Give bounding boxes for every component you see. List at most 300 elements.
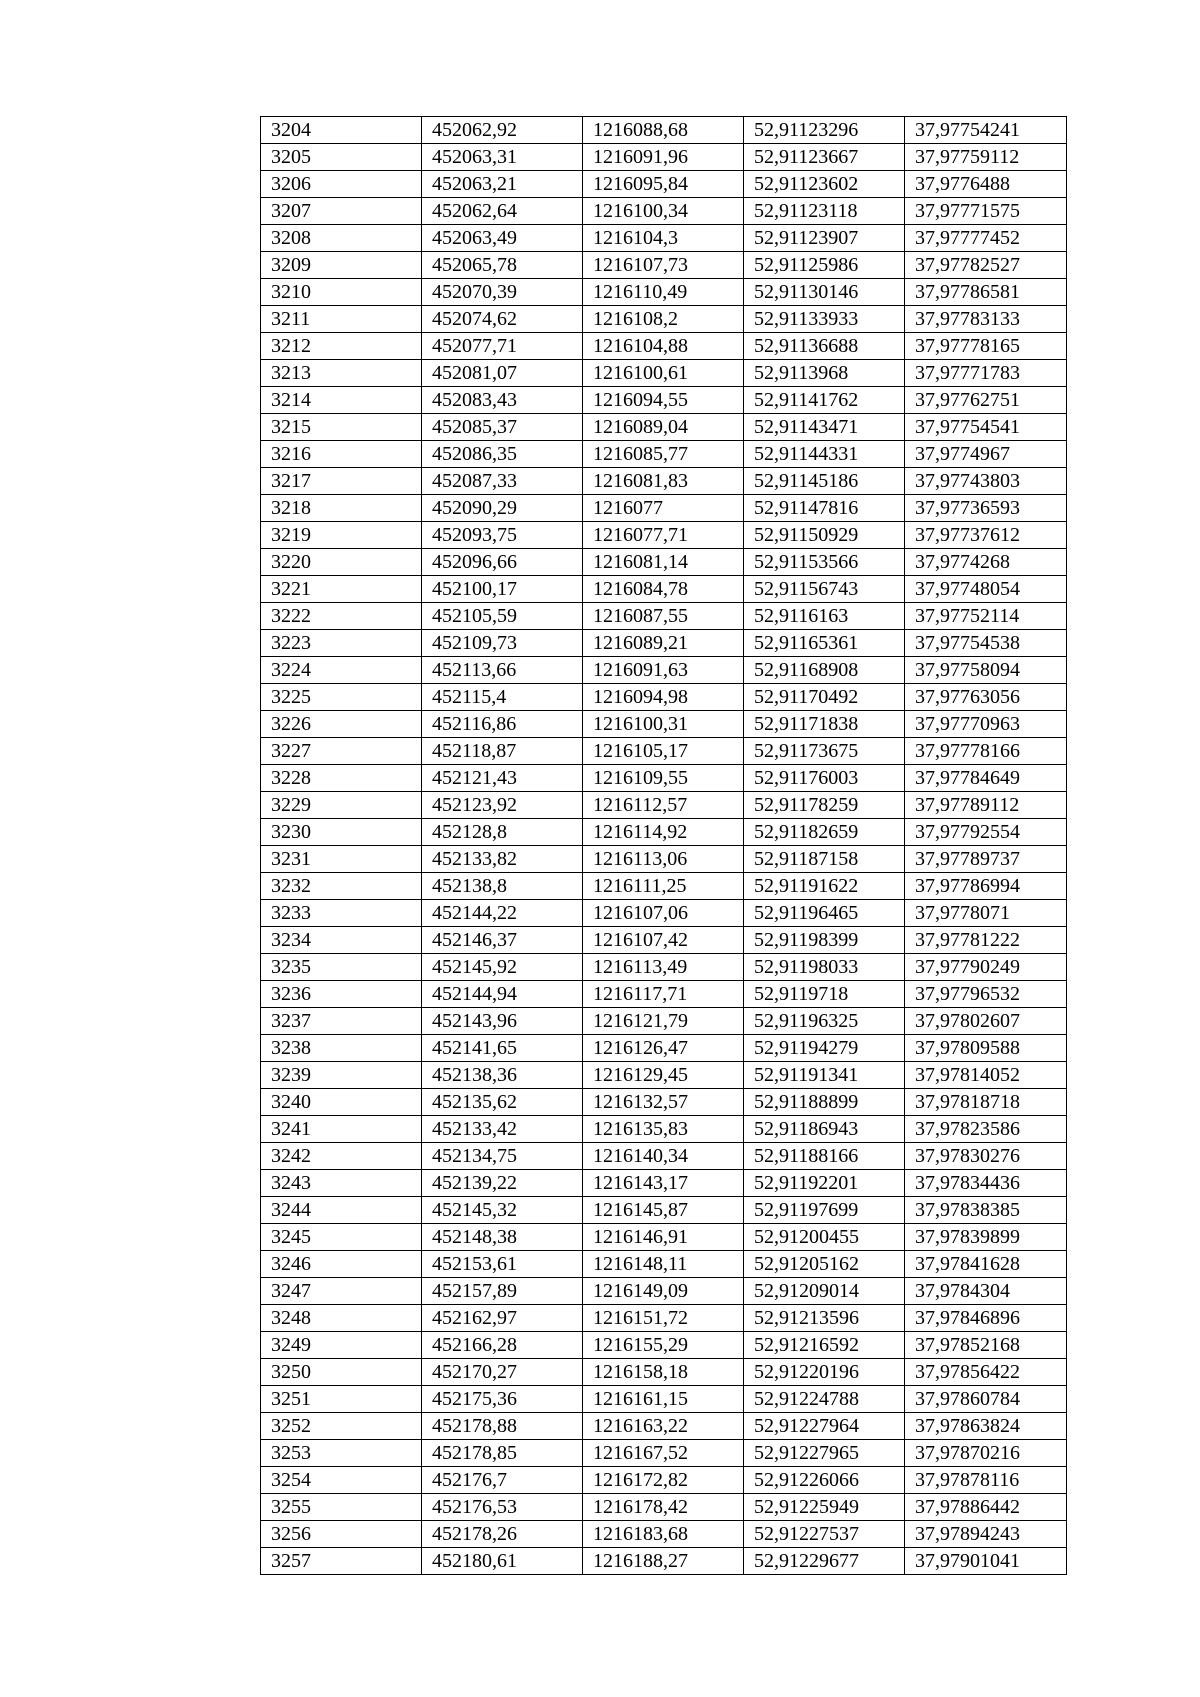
point-number-cell: 3214 (261, 387, 422, 414)
longitude-cell: 37,97763056 (905, 684, 1067, 711)
y-coordinate-cell: 1216081,83 (583, 468, 744, 495)
longitude-cell: 37,97758094 (905, 657, 1067, 684)
latitude-cell: 52,91186943 (744, 1116, 905, 1143)
point-number-cell: 3216 (261, 441, 422, 468)
y-coordinate-cell: 1216100,31 (583, 711, 744, 738)
y-coordinate-cell: 1216188,27 (583, 1548, 744, 1575)
x-coordinate-cell: 452166,28 (422, 1332, 583, 1359)
y-coordinate-cell: 1216146,91 (583, 1224, 744, 1251)
y-coordinate-cell: 1216077,71 (583, 522, 744, 549)
x-coordinate-cell: 452062,64 (422, 198, 583, 225)
y-coordinate-cell: 1216158,18 (583, 1359, 744, 1386)
longitude-cell: 37,97886442 (905, 1494, 1067, 1521)
point-number-cell: 3215 (261, 414, 422, 441)
table-row (261, 1224, 1067, 1251)
x-coordinate-cell: 452105,59 (422, 603, 583, 630)
longitude-cell: 37,97796532 (905, 981, 1067, 1008)
latitude-cell: 52,9113968 (744, 360, 905, 387)
latitude-cell: 52,91187158 (744, 846, 905, 873)
x-coordinate-cell: 452128,8 (422, 819, 583, 846)
longitude-cell: 37,97846896 (905, 1305, 1067, 1332)
table-row (261, 144, 1067, 171)
point-number-cell: 3210 (261, 279, 422, 306)
longitude-cell: 37,97818718 (905, 1089, 1067, 1116)
x-coordinate-cell: 452123,92 (422, 792, 583, 819)
table-row (261, 549, 1067, 576)
y-coordinate-cell: 1216094,55 (583, 387, 744, 414)
x-coordinate-cell: 452118,87 (422, 738, 583, 765)
table-row (261, 603, 1067, 630)
y-coordinate-cell: 1216089,04 (583, 414, 744, 441)
y-coordinate-cell: 1216145,87 (583, 1197, 744, 1224)
point-number-cell: 3245 (261, 1224, 422, 1251)
latitude-cell: 52,91196465 (744, 900, 905, 927)
table-row (261, 1116, 1067, 1143)
point-number-cell: 3207 (261, 198, 422, 225)
y-coordinate-cell: 1216113,06 (583, 846, 744, 873)
longitude-cell: 37,9774967 (905, 441, 1067, 468)
x-coordinate-cell: 452109,73 (422, 630, 583, 657)
latitude-cell: 52,91136688 (744, 333, 905, 360)
point-number-cell: 3234 (261, 927, 422, 954)
latitude-cell: 52,91197699 (744, 1197, 905, 1224)
y-coordinate-cell: 1216135,83 (583, 1116, 744, 1143)
longitude-cell: 37,97748054 (905, 576, 1067, 603)
latitude-cell: 52,91205162 (744, 1251, 905, 1278)
x-coordinate-cell: 452096,66 (422, 549, 583, 576)
point-number-cell: 3237 (261, 1008, 422, 1035)
y-coordinate-cell: 1216132,57 (583, 1089, 744, 1116)
point-number-cell: 3232 (261, 873, 422, 900)
y-coordinate-cell: 1216091,96 (583, 144, 744, 171)
longitude-cell: 37,97790249 (905, 954, 1067, 981)
latitude-cell: 52,91226066 (744, 1467, 905, 1494)
table-row (261, 954, 1067, 981)
longitude-cell: 37,97781222 (905, 927, 1067, 954)
latitude-cell: 52,91145186 (744, 468, 905, 495)
point-number-cell: 3251 (261, 1386, 422, 1413)
latitude-cell: 52,91156743 (744, 576, 905, 603)
y-coordinate-cell: 1216108,2 (583, 306, 744, 333)
longitude-cell: 37,97901041 (905, 1548, 1067, 1575)
x-coordinate-cell: 452121,43 (422, 765, 583, 792)
x-coordinate-cell: 452065,78 (422, 252, 583, 279)
latitude-cell: 52,91141762 (744, 387, 905, 414)
x-coordinate-cell: 452145,92 (422, 954, 583, 981)
point-number-cell: 3255 (261, 1494, 422, 1521)
y-coordinate-cell: 1216105,17 (583, 738, 744, 765)
x-coordinate-cell: 452077,71 (422, 333, 583, 360)
latitude-cell: 52,91123118 (744, 198, 905, 225)
latitude-cell: 52,91173675 (744, 738, 905, 765)
point-number-cell: 3240 (261, 1089, 422, 1116)
latitude-cell: 52,91213596 (744, 1305, 905, 1332)
point-number-cell: 3248 (261, 1305, 422, 1332)
table-row (261, 333, 1067, 360)
table-row (261, 1521, 1067, 1548)
y-coordinate-cell: 1216107,42 (583, 927, 744, 954)
longitude-cell: 37,97754241 (905, 117, 1067, 144)
latitude-cell: 52,91196325 (744, 1008, 905, 1035)
longitude-cell: 37,97802607 (905, 1008, 1067, 1035)
coordinates-table-body (261, 117, 1067, 1575)
table-row (261, 171, 1067, 198)
table-row (261, 1143, 1067, 1170)
longitude-cell: 37,97783133 (905, 306, 1067, 333)
point-number-cell: 3211 (261, 306, 422, 333)
point-number-cell: 3229 (261, 792, 422, 819)
latitude-cell: 52,91133933 (744, 306, 905, 333)
table-row (261, 792, 1067, 819)
longitude-cell: 37,97809588 (905, 1035, 1067, 1062)
latitude-cell: 52,91188166 (744, 1143, 905, 1170)
x-coordinate-cell: 452157,89 (422, 1278, 583, 1305)
latitude-cell: 52,91216592 (744, 1332, 905, 1359)
latitude-cell: 52,91123296 (744, 117, 905, 144)
longitude-cell: 37,97737612 (905, 522, 1067, 549)
table-row (261, 1062, 1067, 1089)
x-coordinate-cell: 452144,22 (422, 900, 583, 927)
point-number-cell: 3225 (261, 684, 422, 711)
latitude-cell: 52,91170492 (744, 684, 905, 711)
longitude-cell: 37,97771575 (905, 198, 1067, 225)
latitude-cell: 52,91220196 (744, 1359, 905, 1386)
longitude-cell: 37,97778166 (905, 738, 1067, 765)
table-row (261, 1332, 1067, 1359)
latitude-cell: 52,91176003 (744, 765, 905, 792)
longitude-cell: 37,97743803 (905, 468, 1067, 495)
y-coordinate-cell: 1216111,25 (583, 873, 744, 900)
point-number-cell: 3217 (261, 468, 422, 495)
x-coordinate-cell: 452135,62 (422, 1089, 583, 1116)
coordinates-table (260, 116, 1067, 1575)
longitude-cell: 37,97860784 (905, 1386, 1067, 1413)
point-number-cell: 3239 (261, 1062, 422, 1089)
x-coordinate-cell: 452153,61 (422, 1251, 583, 1278)
y-coordinate-cell: 1216163,22 (583, 1413, 744, 1440)
longitude-cell: 37,97754541 (905, 414, 1067, 441)
x-coordinate-cell: 452063,31 (422, 144, 583, 171)
table-row (261, 1305, 1067, 1332)
longitude-cell: 37,9784304 (905, 1278, 1067, 1305)
table-row (261, 738, 1067, 765)
latitude-cell: 52,9119718 (744, 981, 905, 1008)
latitude-cell: 52,91153566 (744, 549, 905, 576)
latitude-cell: 52,91192201 (744, 1170, 905, 1197)
point-number-cell: 3250 (261, 1359, 422, 1386)
table-row (261, 522, 1067, 549)
longitude-cell: 37,97782527 (905, 252, 1067, 279)
longitude-cell: 37,97770963 (905, 711, 1067, 738)
y-coordinate-cell: 1216121,79 (583, 1008, 744, 1035)
y-coordinate-cell: 1216126,47 (583, 1035, 744, 1062)
x-coordinate-cell: 452178,26 (422, 1521, 583, 1548)
latitude-cell: 52,91125986 (744, 252, 905, 279)
longitude-cell: 37,97870216 (905, 1440, 1067, 1467)
y-coordinate-cell: 1216081,14 (583, 549, 744, 576)
longitude-cell: 37,97778165 (905, 333, 1067, 360)
y-coordinate-cell: 1216161,15 (583, 1386, 744, 1413)
table-row (261, 252, 1067, 279)
x-coordinate-cell: 452178,85 (422, 1440, 583, 1467)
x-coordinate-cell: 452148,38 (422, 1224, 583, 1251)
longitude-cell: 37,97789737 (905, 846, 1067, 873)
y-coordinate-cell: 1216172,82 (583, 1467, 744, 1494)
longitude-cell: 37,97841628 (905, 1251, 1067, 1278)
x-coordinate-cell: 452162,97 (422, 1305, 583, 1332)
point-number-cell: 3257 (261, 1548, 422, 1575)
latitude-cell: 52,91191622 (744, 873, 905, 900)
y-coordinate-cell: 1216129,45 (583, 1062, 744, 1089)
latitude-cell: 52,91168908 (744, 657, 905, 684)
y-coordinate-cell: 1216107,06 (583, 900, 744, 927)
y-coordinate-cell: 1216109,55 (583, 765, 744, 792)
latitude-cell: 52,91224788 (744, 1386, 905, 1413)
x-coordinate-cell: 452093,75 (422, 522, 583, 549)
latitude-cell: 52,91209014 (744, 1278, 905, 1305)
y-coordinate-cell: 1216114,92 (583, 819, 744, 846)
longitude-cell: 37,97863824 (905, 1413, 1067, 1440)
point-number-cell: 3242 (261, 1143, 422, 1170)
table-row (261, 117, 1067, 144)
y-coordinate-cell: 1216104,88 (583, 333, 744, 360)
latitude-cell: 52,91123602 (744, 171, 905, 198)
y-coordinate-cell: 1216110,49 (583, 279, 744, 306)
x-coordinate-cell: 452133,82 (422, 846, 583, 873)
table-row (261, 1440, 1067, 1467)
table-row (261, 1413, 1067, 1440)
longitude-cell: 37,97894243 (905, 1521, 1067, 1548)
latitude-cell: 52,91200455 (744, 1224, 905, 1251)
point-number-cell: 3204 (261, 117, 422, 144)
x-coordinate-cell: 452134,75 (422, 1143, 583, 1170)
latitude-cell: 52,9116163 (744, 603, 905, 630)
longitude-cell: 37,97786581 (905, 279, 1067, 306)
y-coordinate-cell: 1216095,84 (583, 171, 744, 198)
y-coordinate-cell: 1216117,71 (583, 981, 744, 1008)
table-row (261, 873, 1067, 900)
point-number-cell: 3231 (261, 846, 422, 873)
point-number-cell: 3236 (261, 981, 422, 1008)
table-row (261, 900, 1067, 927)
point-number-cell: 3226 (261, 711, 422, 738)
y-coordinate-cell: 1216077 (583, 495, 744, 522)
y-coordinate-cell: 1216094,98 (583, 684, 744, 711)
x-coordinate-cell: 452100,17 (422, 576, 583, 603)
latitude-cell: 52,91178259 (744, 792, 905, 819)
table-row (261, 630, 1067, 657)
y-coordinate-cell: 1216104,3 (583, 225, 744, 252)
point-number-cell: 3238 (261, 1035, 422, 1062)
table-row (261, 495, 1067, 522)
table-row (261, 981, 1067, 1008)
table-row (261, 927, 1067, 954)
y-coordinate-cell: 1216091,63 (583, 657, 744, 684)
point-number-cell: 3206 (261, 171, 422, 198)
y-coordinate-cell: 1216143,17 (583, 1170, 744, 1197)
table-row (261, 1197, 1067, 1224)
latitude-cell: 52,91194279 (744, 1035, 905, 1062)
longitude-cell: 37,97777452 (905, 225, 1067, 252)
point-number-cell: 3221 (261, 576, 422, 603)
table-row (261, 225, 1067, 252)
x-coordinate-cell: 452086,35 (422, 441, 583, 468)
table-row (261, 306, 1067, 333)
x-coordinate-cell: 452070,39 (422, 279, 583, 306)
point-number-cell: 3230 (261, 819, 422, 846)
latitude-cell: 52,91123907 (744, 225, 905, 252)
x-coordinate-cell: 452085,37 (422, 414, 583, 441)
table-row (261, 1278, 1067, 1305)
point-number-cell: 3224 (261, 657, 422, 684)
longitude-cell: 37,97878116 (905, 1467, 1067, 1494)
longitude-cell: 37,97771783 (905, 360, 1067, 387)
longitude-cell: 37,97789112 (905, 792, 1067, 819)
point-number-cell: 3241 (261, 1116, 422, 1143)
table-row (261, 414, 1067, 441)
y-coordinate-cell: 1216155,29 (583, 1332, 744, 1359)
latitude-cell: 52,91227965 (744, 1440, 905, 1467)
latitude-cell: 52,91225949 (744, 1494, 905, 1521)
latitude-cell: 52,91143471 (744, 414, 905, 441)
latitude-cell: 52,91198033 (744, 954, 905, 981)
y-coordinate-cell: 1216148,11 (583, 1251, 744, 1278)
latitude-cell: 52,91188899 (744, 1089, 905, 1116)
latitude-cell: 52,91227964 (744, 1413, 905, 1440)
latitude-cell: 52,91198399 (744, 927, 905, 954)
point-number-cell: 3209 (261, 252, 422, 279)
table-row (261, 198, 1067, 225)
longitude-cell: 37,97759112 (905, 144, 1067, 171)
point-number-cell: 3219 (261, 522, 422, 549)
x-coordinate-cell: 452139,22 (422, 1170, 583, 1197)
y-coordinate-cell: 1216112,57 (583, 792, 744, 819)
x-coordinate-cell: 452087,33 (422, 468, 583, 495)
table-row (261, 279, 1067, 306)
longitude-cell: 37,97792554 (905, 819, 1067, 846)
table-row (261, 1251, 1067, 1278)
x-coordinate-cell: 452113,66 (422, 657, 583, 684)
x-coordinate-cell: 452081,07 (422, 360, 583, 387)
longitude-cell: 37,97852168 (905, 1332, 1067, 1359)
point-number-cell: 3205 (261, 144, 422, 171)
y-coordinate-cell: 1216087,55 (583, 603, 744, 630)
table-row (261, 1467, 1067, 1494)
longitude-cell: 37,97838385 (905, 1197, 1067, 1224)
latitude-cell: 52,91229677 (744, 1548, 905, 1575)
y-coordinate-cell: 1216089,21 (583, 630, 744, 657)
point-number-cell: 3247 (261, 1278, 422, 1305)
point-number-cell: 3233 (261, 900, 422, 927)
table-row (261, 441, 1067, 468)
longitude-cell: 37,97784649 (905, 765, 1067, 792)
x-coordinate-cell: 452176,53 (422, 1494, 583, 1521)
table-row (261, 1008, 1067, 1035)
latitude-cell: 52,91144331 (744, 441, 905, 468)
y-coordinate-cell: 1216100,61 (583, 360, 744, 387)
x-coordinate-cell: 452175,36 (422, 1386, 583, 1413)
y-coordinate-cell: 1216100,34 (583, 198, 744, 225)
point-number-cell: 3244 (261, 1197, 422, 1224)
latitude-cell: 52,91171838 (744, 711, 905, 738)
x-coordinate-cell: 452178,88 (422, 1413, 583, 1440)
point-number-cell: 3254 (261, 1467, 422, 1494)
latitude-cell: 52,91150929 (744, 522, 905, 549)
x-coordinate-cell: 452074,62 (422, 306, 583, 333)
point-number-cell: 3256 (261, 1521, 422, 1548)
point-number-cell: 3212 (261, 333, 422, 360)
longitude-cell: 37,9774268 (905, 549, 1067, 576)
longitude-cell: 37,97786994 (905, 873, 1067, 900)
x-coordinate-cell: 452141,65 (422, 1035, 583, 1062)
table-row (261, 387, 1067, 414)
x-coordinate-cell: 452143,96 (422, 1008, 583, 1035)
table-row (261, 360, 1067, 387)
table-row (261, 1089, 1067, 1116)
point-number-cell: 3227 (261, 738, 422, 765)
y-coordinate-cell: 1216178,42 (583, 1494, 744, 1521)
y-coordinate-cell: 1216183,68 (583, 1521, 744, 1548)
y-coordinate-cell: 1216113,49 (583, 954, 744, 981)
latitude-cell: 52,91165361 (744, 630, 905, 657)
x-coordinate-cell: 452090,29 (422, 495, 583, 522)
x-coordinate-cell: 452062,92 (422, 117, 583, 144)
table-row (261, 819, 1067, 846)
longitude-cell: 37,97839899 (905, 1224, 1067, 1251)
table-row (261, 1035, 1067, 1062)
latitude-cell: 52,91182659 (744, 819, 905, 846)
y-coordinate-cell: 1216140,34 (583, 1143, 744, 1170)
point-number-cell: 3235 (261, 954, 422, 981)
point-number-cell: 3253 (261, 1440, 422, 1467)
y-coordinate-cell: 1216149,09 (583, 1278, 744, 1305)
y-coordinate-cell: 1216167,52 (583, 1440, 744, 1467)
x-coordinate-cell: 452145,32 (422, 1197, 583, 1224)
table-row (261, 765, 1067, 792)
y-coordinate-cell: 1216088,68 (583, 117, 744, 144)
x-coordinate-cell: 452116,86 (422, 711, 583, 738)
x-coordinate-cell: 452144,94 (422, 981, 583, 1008)
point-number-cell: 3246 (261, 1251, 422, 1278)
y-coordinate-cell: 1216085,77 (583, 441, 744, 468)
x-coordinate-cell: 452176,7 (422, 1467, 583, 1494)
x-coordinate-cell: 452115,4 (422, 684, 583, 711)
latitude-cell: 52,91227537 (744, 1521, 905, 1548)
table-row (261, 1494, 1067, 1521)
x-coordinate-cell: 452133,42 (422, 1116, 583, 1143)
x-coordinate-cell: 452063,49 (422, 225, 583, 252)
table-row (261, 711, 1067, 738)
table-row (261, 468, 1067, 495)
y-coordinate-cell: 1216107,73 (583, 252, 744, 279)
latitude-cell: 52,91191341 (744, 1062, 905, 1089)
longitude-cell: 37,97830276 (905, 1143, 1067, 1170)
point-number-cell: 3243 (261, 1170, 422, 1197)
longitude-cell: 37,9776488 (905, 171, 1067, 198)
table-row (261, 1548, 1067, 1575)
table-row (261, 576, 1067, 603)
x-coordinate-cell: 452138,36 (422, 1062, 583, 1089)
longitude-cell: 37,97814052 (905, 1062, 1067, 1089)
table-row (261, 1359, 1067, 1386)
x-coordinate-cell: 452146,37 (422, 927, 583, 954)
point-number-cell: 3213 (261, 360, 422, 387)
point-number-cell: 3228 (261, 765, 422, 792)
longitude-cell: 37,97752114 (905, 603, 1067, 630)
table-row (261, 846, 1067, 873)
point-number-cell: 3218 (261, 495, 422, 522)
x-coordinate-cell: 452170,27 (422, 1359, 583, 1386)
